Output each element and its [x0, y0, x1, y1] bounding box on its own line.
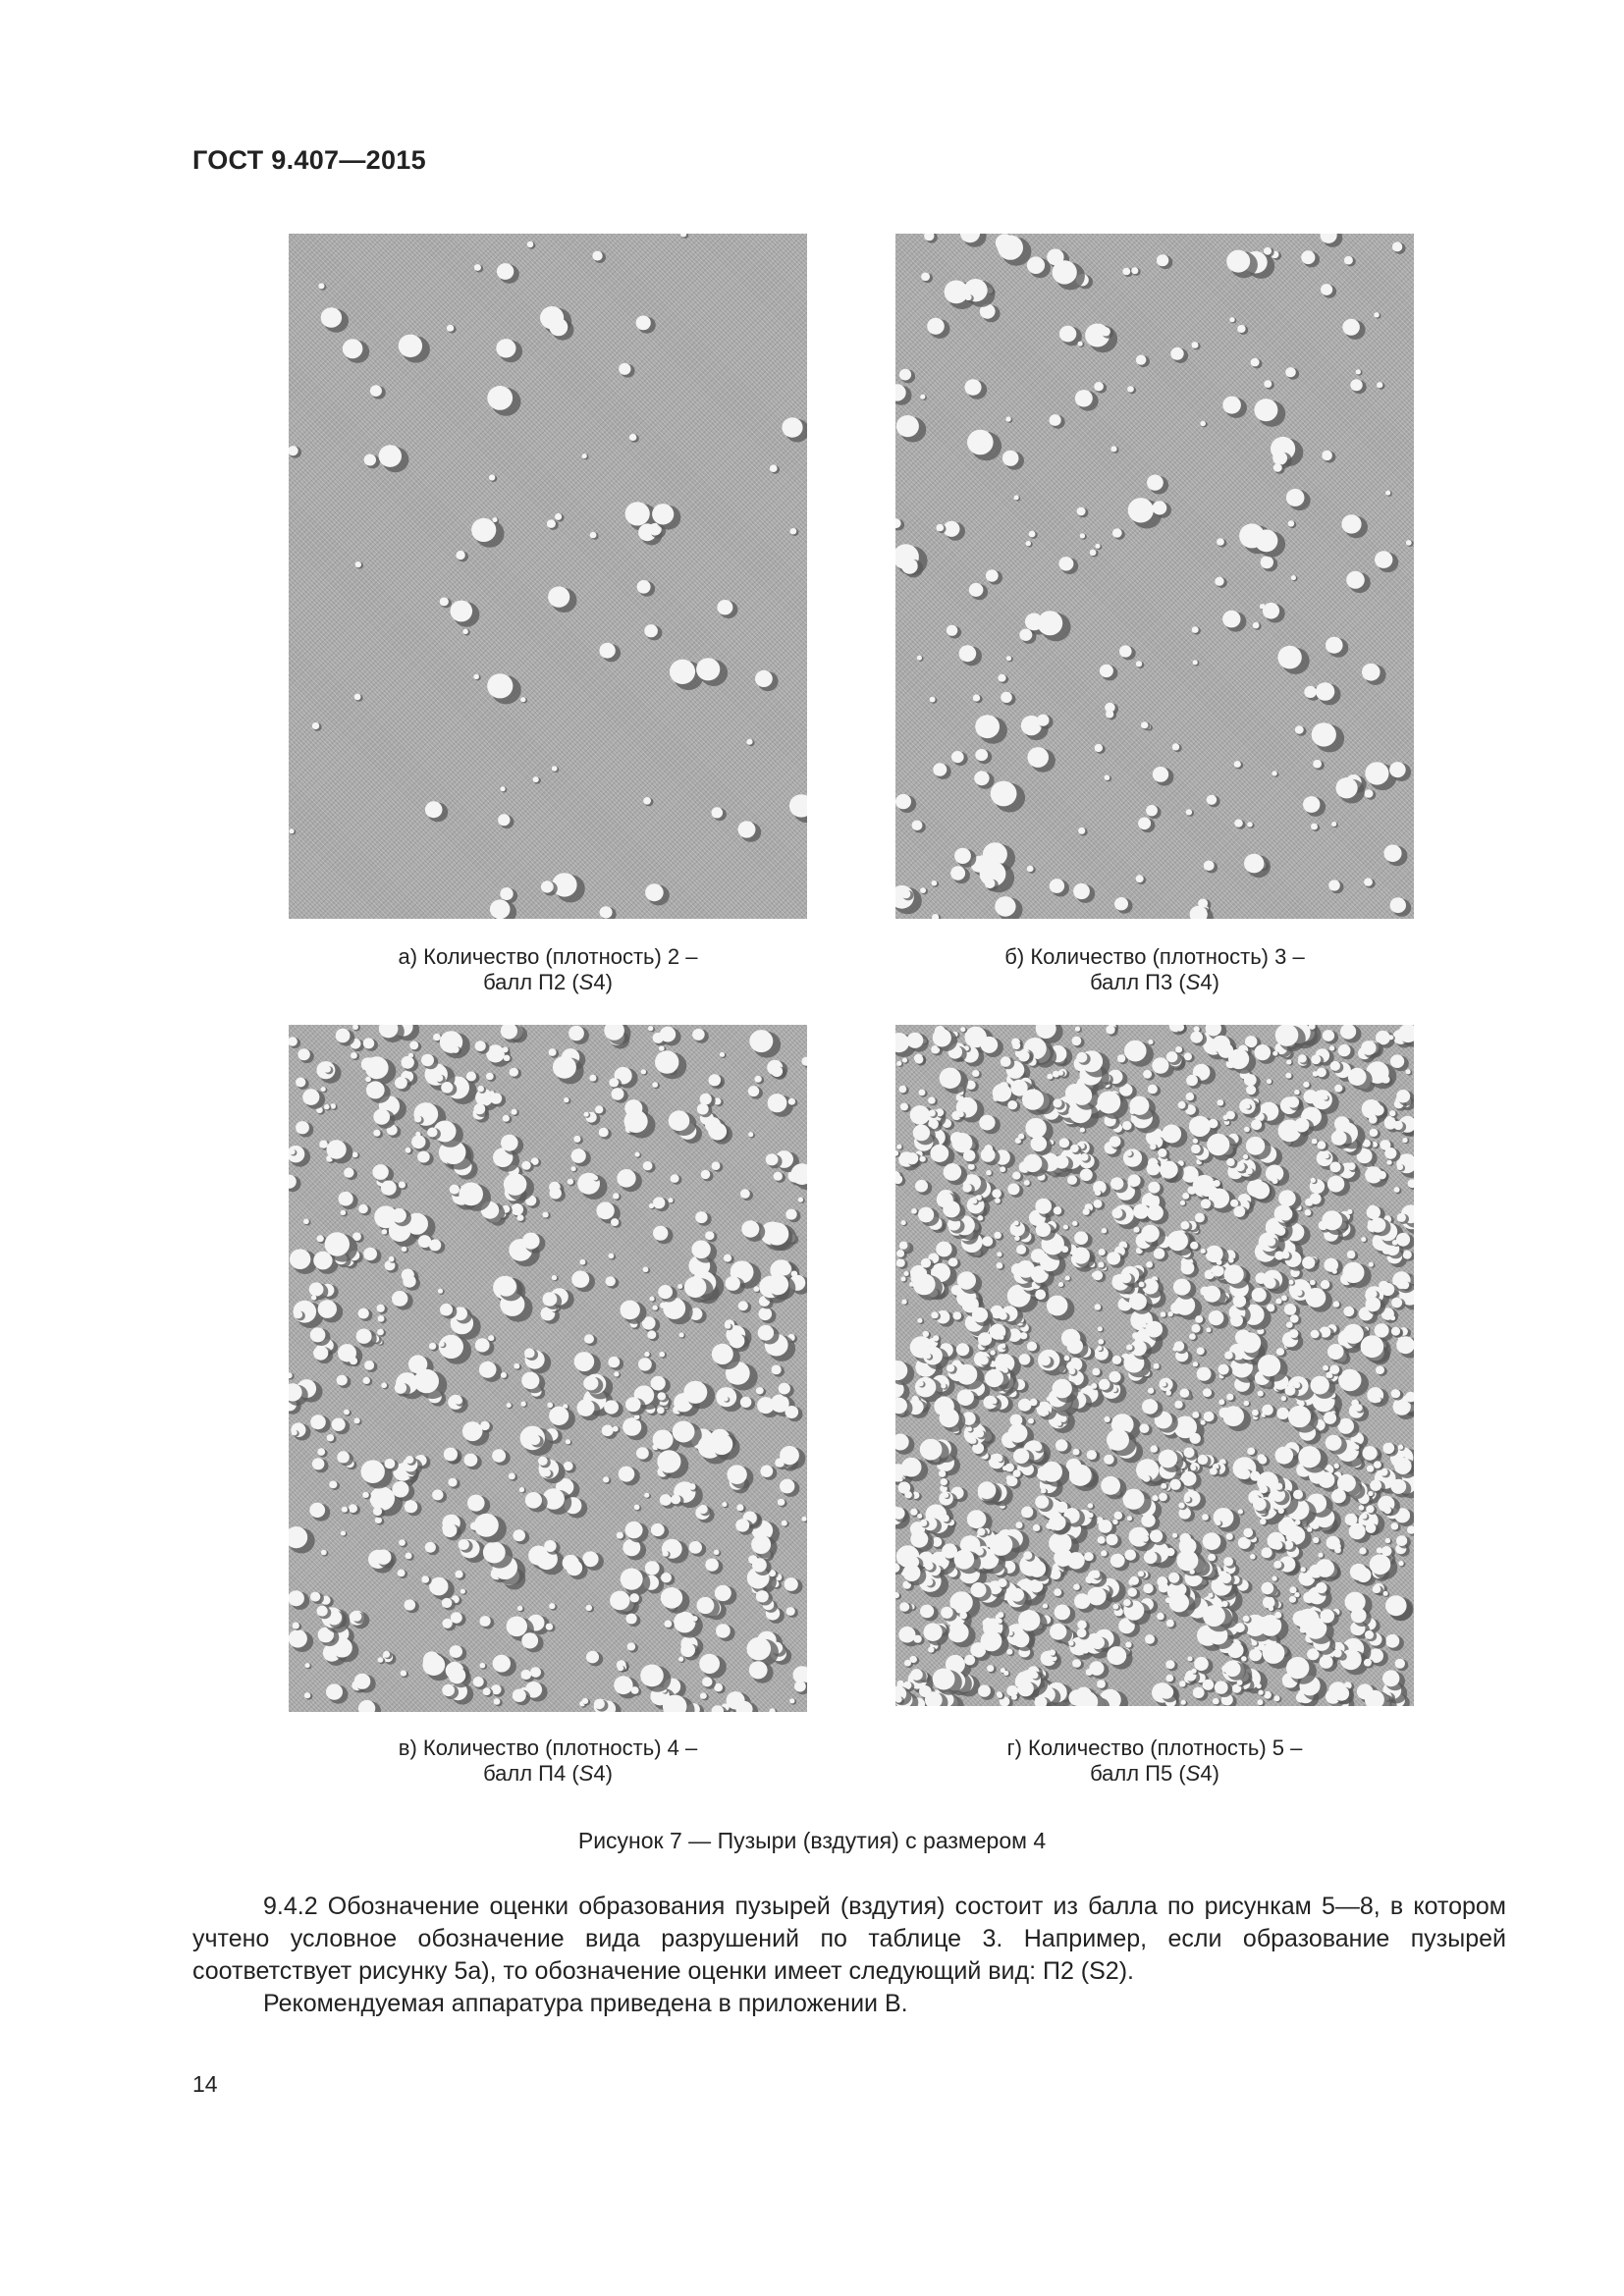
paragraph-2: Рекомендуемая аппаратура приведена в приложении В.: [263, 1990, 908, 2017]
figure-panel-c: [289, 1025, 807, 1712]
caption-a-prefix: балл П2 (: [483, 970, 579, 994]
caption-c-suffix: 4): [593, 1761, 613, 1786]
caption-a-line2: [289, 970, 807, 995]
caption-a-suffix: 4): [593, 970, 613, 994]
bubble-texture-b: [895, 234, 1414, 919]
caption-c-prefix: балл П4 (: [483, 1761, 579, 1786]
caption-c-italic: S: [578, 1761, 594, 1786]
caption-b-prefix: балл П3 (: [1090, 970, 1186, 994]
caption-a-line1: а) Количество (плотность) 2 –: [398, 944, 698, 969]
bubble-texture-c: [289, 1025, 807, 1712]
caption-b-suffix: 4): [1200, 970, 1219, 994]
caption-d-suffix: 4): [1200, 1761, 1219, 1786]
caption-c-line2: [289, 1761, 807, 1787]
figure-panel-d: [895, 1025, 1414, 1706]
caption-d-italic: S: [1185, 1761, 1201, 1786]
caption-b-italic: S: [1185, 970, 1201, 994]
caption-b-line1: б) Количество (плотность) 3 –: [1004, 944, 1305, 969]
caption-d-prefix: балл П5 (: [1090, 1761, 1186, 1786]
figure-title: Рисунок 7 — Пузыри (вздутия) с размером 4: [577, 1828, 1047, 1853]
caption-d-line1: г) Количество (плотность) 5 –: [1006, 1735, 1303, 1760]
caption-b-line2: [895, 970, 1414, 995]
bubble-texture-d: [895, 1025, 1414, 1706]
caption-a-italic: S: [578, 970, 594, 994]
bubble-texture-a: [289, 234, 807, 919]
caption-b: [895, 944, 1414, 995]
figure-panel-b: [895, 234, 1414, 919]
caption-c-line1: в) Количество (плотность) 4 –: [398, 1735, 698, 1760]
caption-c: [289, 1735, 807, 1787]
figure-panel-a: [289, 234, 807, 919]
caption-d: [895, 1735, 1414, 1787]
caption-a: [289, 944, 807, 995]
body-text: [192, 1891, 1506, 2020]
page-number: 14: [192, 2071, 218, 2097]
paragraph-1: 9.4.2 Обозначение оценки образования пузырей (вздутия) состоит из балла по рисункам 5—8, в котором учтено условное обозначение вида разрушений по таблице 3. Например, если образование пузырей соответствует рисунку 5а), то обозначение оценки имеет следующий вид: П2 (S2).: [192, 1893, 1506, 1985]
caption-d-line2: [895, 1761, 1414, 1787]
document-header: ГОСТ 9.407—2015: [192, 145, 426, 175]
